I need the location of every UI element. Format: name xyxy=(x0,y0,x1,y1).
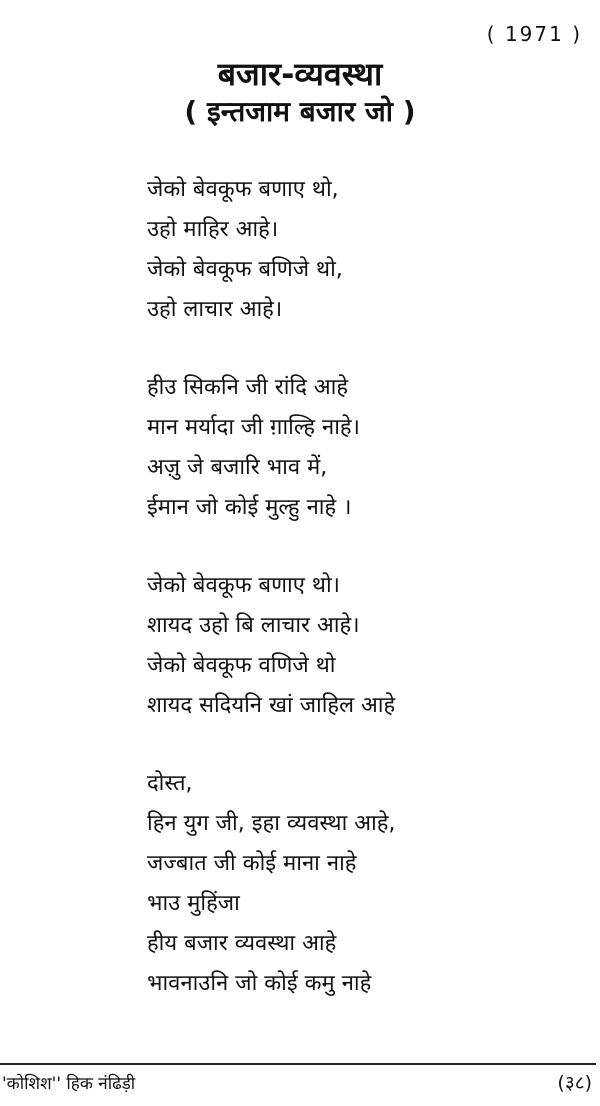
poem-line: हीउ सिकनि जी रांदि आहे xyxy=(147,375,349,400)
poem-line: जेको बेवकूफ बणाए थो। xyxy=(147,573,340,598)
poem-line: ईमान जो कोई मुल्हु नाहे । xyxy=(147,495,352,520)
poem-line: दोस्त, xyxy=(147,771,193,796)
poem-line: अज़ु जे बजारि भाव में, xyxy=(147,455,328,480)
stanza-2 xyxy=(147,368,587,528)
poem-subtitle: ( इन्तजाम बजार जो ) xyxy=(184,95,416,128)
stanza-4 xyxy=(147,764,587,1004)
poem-line: जेको बेवकूफ बणाए थो, xyxy=(147,177,339,202)
footer-book-title: 'कोशिश'' हिक नंढिड़ी xyxy=(2,1074,136,1094)
poem-line: मान मर्यादा जी ग़ाल्हि नाहे। xyxy=(147,415,360,440)
poem-line: शायद सदियनि खां जाहिल आहे xyxy=(147,693,396,718)
poem-line: भावनाउनि जो कोई कमु नाहे xyxy=(147,971,372,996)
poem-line: जेको बेवकूफ बणिजे थो, xyxy=(147,257,343,282)
year-label: ( 1971 ) xyxy=(486,22,582,46)
poem-line: हिन युग जी, इहा व्यवस्था आहे, xyxy=(147,811,396,836)
poem-line: उहो माहिर आहे। xyxy=(147,217,279,242)
footer-divider xyxy=(0,1063,596,1065)
poem-body xyxy=(147,170,587,1042)
poem-line: उहो लाचार आहे। xyxy=(147,297,283,322)
poem-line: जज्बात जी कोई माना नाहे xyxy=(147,851,357,876)
poem-line: हीय बजार व्यवस्था आहे xyxy=(147,931,337,956)
stanza-1 xyxy=(147,170,587,330)
poem-line: शायद उहो बि लाचार आहे। xyxy=(147,613,360,638)
poem-title: बजार-व्यवस्था xyxy=(217,55,383,93)
poem-line: भाउ मुहिंजा xyxy=(147,891,240,916)
poem-line: जेको बेवकूफ वणिजे थो xyxy=(147,653,336,678)
footer-page-number: (३८) xyxy=(557,1072,592,1094)
stanza-3 xyxy=(147,566,587,726)
